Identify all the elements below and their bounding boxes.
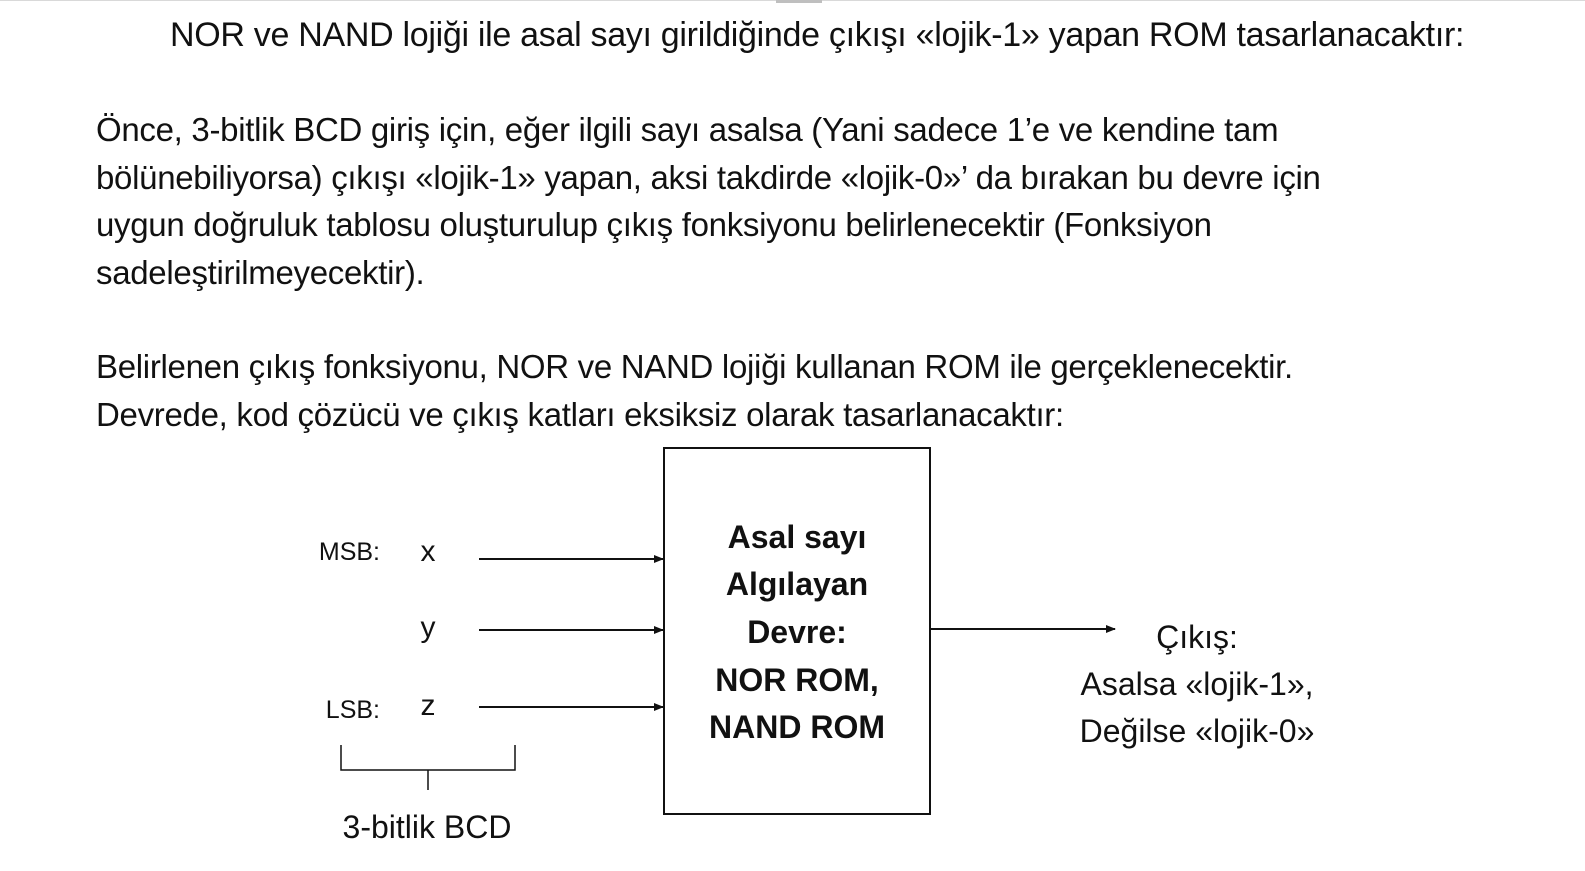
- heading-text: NOR ve NAND lojiği ile asal sayı girildiğinde çıkışı «lojik-1» yapan ROM tasarlanacaktır:: [170, 16, 1465, 54]
- lsb-label: LSB:: [325, 696, 380, 724]
- input-z-label: z: [420, 689, 436, 722]
- output-line: Değilse «lojik-0»: [1079, 713, 1315, 749]
- block-line: Algılayan: [725, 566, 869, 602]
- input-y-label: y: [420, 611, 436, 644]
- input-brace: [341, 745, 515, 770]
- paragraph1-line: uygun doğruluk tablosu oluşturulup çıkış fonksiyonu belirlenecektir (Fonksiyon: [96, 206, 1212, 243]
- paragraph2-line: Devrede, kod çözücü ve çıkış katları eksiksiz olarak tasarlanacaktır:: [96, 395, 1064, 433]
- brace-label: 3-bitlik BCD: [342, 809, 512, 845]
- paragraph1-line: sadeleştirilmeyecektir).: [96, 253, 425, 291]
- block-line: Asal sayı: [727, 519, 867, 555]
- paragraph1-line: Önce, 3-bitlik BCD giriş için, eğer ilgili sayı asalsa (Yani sadece 1’e ve kendine tam: [96, 111, 1279, 148]
- paragraph2-line: Belirlenen çıkış fonksiyonu, NOR ve NAND lojiği kullanan ROM ile gerçeklenecektir.: [96, 348, 1293, 385]
- input-x-label: x: [420, 535, 436, 568]
- paragraph1-line: bölünebiliyorsa) çıkışı «lojik-1» yapan, aksi takdirde «lojik-0»’ da bırakan bu devre için: [96, 158, 1321, 196]
- output-line: Asalsa «lojik-1»,: [1080, 666, 1314, 702]
- msb-label: MSB:: [318, 538, 380, 566]
- output-line: Çıkış:: [1156, 619, 1238, 655]
- block-line: Devre:: [747, 614, 847, 650]
- block-line: NAND ROM: [709, 709, 885, 745]
- block-line: NOR ROM,: [715, 662, 879, 698]
